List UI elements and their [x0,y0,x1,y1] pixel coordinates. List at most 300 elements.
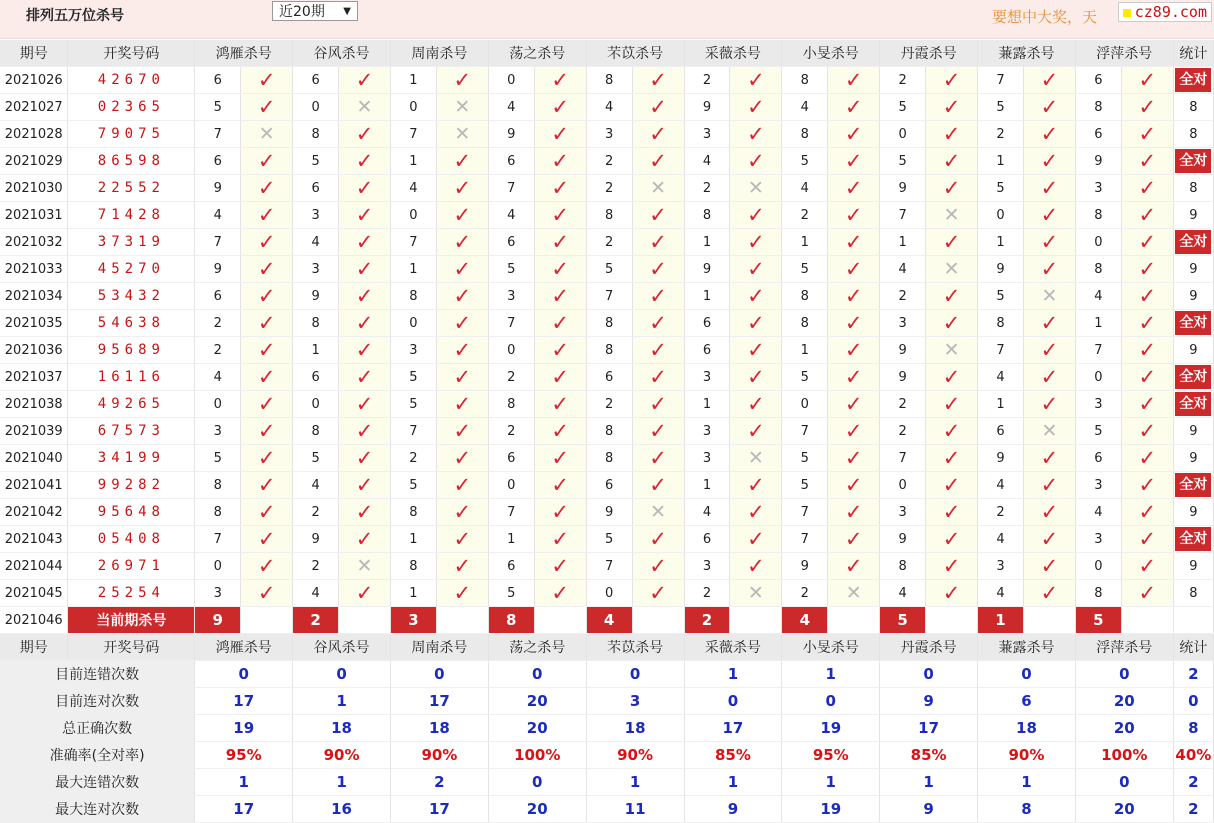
issue-number: 2021026 [0,67,68,94]
kill-result [828,445,880,472]
kill-number: 4 [782,94,828,121]
check-icon: ✓ [355,149,374,173]
kill-result [534,229,586,256]
current-kill-blank [1121,607,1173,634]
kill-number: 5 [782,472,828,499]
kill-number: 3 [488,283,534,310]
kill-number: 3 [195,418,241,445]
kill-result [926,553,978,580]
kill-result [1121,175,1173,202]
stats-value: 17 [390,688,488,715]
check-icon: ✓ [257,554,276,578]
kill-number: 4 [978,472,1024,499]
correct-count: 9 [1173,283,1213,310]
period-select[interactable] [272,1,358,21]
check-icon: ✓ [1138,446,1157,470]
kill-result [1023,337,1075,364]
kill-result [241,310,293,337]
stats-value: 0 [1075,769,1173,796]
check-icon: ✓ [1138,311,1157,335]
kill-result [1023,148,1075,175]
check-icon: ✓ [453,203,472,227]
check-icon: ✓ [551,149,569,173]
kill-result [534,364,586,391]
table-row [0,580,1214,607]
kill-result [828,499,880,526]
stats-value: 0 [1075,661,1173,688]
stats-value: 20 [488,796,586,823]
kill-number: 2 [684,175,730,202]
kill-result [339,256,391,283]
kill-result [1121,256,1173,283]
check-icon: ✓ [649,419,667,443]
all-right-badge: 全对 [1175,311,1211,335]
check-icon: ✓ [942,311,961,335]
kill-number: 0 [1075,229,1121,256]
kill-result [339,580,391,607]
header-stats: 统计 [1173,634,1213,661]
kill-number: 3 [293,256,339,283]
kill-result [1023,526,1075,553]
check-icon: ✓ [453,365,472,389]
check-icon: ✓ [649,473,667,497]
stats-value: 40% [1173,742,1213,769]
kill-number: 3 [684,553,730,580]
kill-number: 2 [488,418,534,445]
check-icon: ✓ [1040,122,1059,146]
stats-value: 19 [782,715,880,742]
check-icon: ✓ [551,554,569,578]
header-expert: 芣苡杀号 [586,634,684,661]
header-expert: 荡之杀号 [488,40,586,67]
check-icon: ✓ [257,95,276,119]
stats-label: 目前连错次数 [0,661,195,688]
check-icon: ✓ [1138,122,1157,146]
kill-result [632,391,684,418]
kill-number: 0 [195,553,241,580]
check-icon: ✓ [257,527,276,551]
current-kill-number: 1 [978,607,1024,634]
kill-number: 7 [586,283,632,310]
kill-result [241,202,293,229]
stats-value: 0 [978,661,1076,688]
issue-number: 2021040 [0,445,68,472]
kill-result [730,256,782,283]
kill-number: 7 [1075,337,1121,364]
kill-number: 3 [293,202,339,229]
check-icon: ✓ [257,203,276,227]
kill-number: 2 [880,391,926,418]
kill-number: 5 [978,175,1024,202]
header-expert: 蒹露杀号 [978,634,1076,661]
kill-result [436,391,488,418]
kill-number: 6 [1075,67,1121,94]
kill-number: 4 [195,202,241,229]
kill-result [1121,580,1173,607]
check-icon: ✓ [453,257,472,281]
check-icon: ✓ [1040,527,1059,551]
check-icon: ✓ [942,176,961,200]
kill-number: 6 [586,364,632,391]
check-icon: ✓ [942,122,961,146]
check-icon: ✓ [453,338,472,362]
check-icon: ✓ [942,446,961,470]
table-row [0,418,1214,445]
kill-number: 4 [586,94,632,121]
kill-result [1023,256,1075,283]
check-icon: ✓ [551,311,569,335]
check-icon: ✓ [1040,581,1059,605]
check-icon: ✓ [1138,581,1157,605]
check-icon: ✓ [747,338,765,362]
check-icon: ✓ [355,122,374,146]
kill-result [730,472,782,499]
draw-number: 42670 [68,67,195,94]
kill-result [1121,526,1173,553]
check-icon: ✓ [649,581,667,605]
check-icon: ✓ [1138,527,1157,551]
kill-number: 8 [684,202,730,229]
check-icon: ✓ [257,500,276,524]
top-bar [0,0,1214,39]
kill-number: 4 [880,256,926,283]
check-icon: ✓ [942,419,961,443]
kill-number: 3 [1075,526,1121,553]
kill-number: 9 [488,121,534,148]
stats-value: 95% [195,742,293,769]
kill-result [926,580,978,607]
current-kill-number: 5 [880,607,926,634]
check-icon: ✓ [747,257,765,281]
check-icon: ✓ [453,500,472,524]
kill-result [730,526,782,553]
kill-number: 4 [488,94,534,121]
check-icon: ✓ [747,122,765,146]
kill-result [1023,175,1075,202]
kill-result [828,526,880,553]
table-row [0,94,1214,121]
kill-result [730,175,782,202]
kill-number: 1 [390,148,436,175]
promo-text[interactable] [992,6,1097,27]
stats-value: 11 [586,796,684,823]
kill-number: 4 [488,202,534,229]
kill-number: 1 [1075,310,1121,337]
check-icon: ✓ [942,473,961,497]
issue-number: 2021045 [0,580,68,607]
stats-header [0,634,1214,661]
all-right-badge: 全对 [1175,149,1211,173]
correct-count: 9 [1173,445,1213,472]
badge-square-icon [1123,9,1131,17]
kill-number: 5 [978,94,1024,121]
kill-result [1023,580,1075,607]
stats-value: 1 [293,688,391,715]
check-icon: ✓ [551,419,569,443]
kill-number: 4 [782,175,828,202]
kill-number: 5 [390,364,436,391]
kill-number: 2 [293,553,339,580]
current-kill-number: 3 [390,607,436,634]
kill-result [632,256,684,283]
stats-value: 1 [293,769,391,796]
header-expert: 丹霞杀号 [880,634,978,661]
stats-label: 最大连错次数 [0,769,195,796]
kill-number: 9 [684,256,730,283]
kill-result [241,499,293,526]
kill-number: 8 [390,553,436,580]
kill-number: 0 [390,94,436,121]
check-icon: ✓ [355,203,374,227]
check-icon: ✓ [1138,473,1157,497]
kill-number: 1 [488,526,534,553]
header-expert: 丹霞杀号 [880,40,978,67]
check-icon: ✓ [551,122,569,146]
kill-result [241,580,293,607]
kill-number: 9 [1075,148,1121,175]
check-icon: ✓ [844,149,863,173]
check-icon: ✓ [844,338,863,362]
page-title: 排列五万位杀号 [26,8,124,24]
kill-result [436,283,488,310]
kill-result [339,283,391,310]
kill-result [1121,364,1173,391]
stats-value: 1 [586,769,684,796]
current-kill-blank [730,607,782,634]
kill-number: 8 [782,121,828,148]
kill-number: 6 [488,148,534,175]
kill-number: 7 [390,418,436,445]
issue-number: 2021035 [0,310,68,337]
correct-count: 9 [1173,499,1213,526]
kill-result [926,148,978,175]
kill-number: 5 [586,526,632,553]
stats-value: 0 [488,769,586,796]
kill-number: 0 [1075,553,1121,580]
kill-number: 1 [390,580,436,607]
stats-value: 20 [1075,796,1173,823]
draw-number: 99282 [68,472,195,499]
correct-count: 8 [1173,94,1213,121]
stats-value: 90% [390,742,488,769]
correct-count [1173,67,1213,94]
chevron-down-icon: ▼ [343,6,351,17]
kill-result [339,499,391,526]
kill-result [534,472,586,499]
header-expert: 采薇杀号 [684,40,782,67]
kill-number: 0 [782,391,828,418]
kill-result [436,337,488,364]
cross-icon: ✕ [356,96,373,118]
kill-result [1121,472,1173,499]
stats-value: 0 [586,661,684,688]
current-stats-blank [1173,607,1213,634]
current-kill-label: 当前期杀号 [68,607,195,634]
stats-value: 2 [1173,769,1213,796]
kill-number: 2 [782,580,828,607]
stats-value: 19 [782,796,880,823]
check-icon: ✓ [942,149,961,173]
kill-number: 0 [293,94,339,121]
check-icon: ✓ [355,176,374,200]
kill-result [339,94,391,121]
kill-result [1023,202,1075,229]
kill-number: 2 [586,391,632,418]
kill-result [1023,283,1075,310]
check-icon: ✓ [1138,68,1157,92]
draw-number: 02365 [68,94,195,121]
kill-result [1023,553,1075,580]
kill-result [1023,499,1075,526]
kill-number: 4 [1075,499,1121,526]
header-draw: 开奖号码 [68,40,195,67]
table-row [0,121,1214,148]
check-icon: ✓ [747,419,765,443]
kill-result [241,472,293,499]
kill-result [1023,391,1075,418]
kill-result [828,364,880,391]
kill-number: 4 [293,472,339,499]
kill-number: 1 [293,337,339,364]
kill-result [926,94,978,121]
kill-number: 2 [195,310,241,337]
kill-result [926,202,978,229]
kill-number: 3 [586,121,632,148]
current-kill-blank [1023,607,1075,634]
kill-number: 1 [684,472,730,499]
stats-value: 8 [1173,715,1213,742]
current-kill-blank [632,607,684,634]
kill-result [1121,445,1173,472]
kill-number: 4 [880,580,926,607]
kill-number: 0 [586,580,632,607]
check-icon: ✓ [355,527,374,551]
check-icon: ✓ [1040,365,1059,389]
kill-result [1023,472,1075,499]
check-icon: ✓ [551,257,569,281]
check-icon: ✓ [355,338,374,362]
correct-count [1173,391,1213,418]
kill-result [632,472,684,499]
kill-result [339,526,391,553]
check-icon: ✓ [747,311,765,335]
issue-number: 2021038 [0,391,68,418]
check-icon: ✓ [649,392,667,416]
kill-number: 9 [880,364,926,391]
kill-number: 8 [586,445,632,472]
kill-result [1121,229,1173,256]
kill-number: 0 [880,121,926,148]
cross-icon: ✕ [747,447,764,469]
stats-row [0,661,1214,688]
check-icon: ✓ [649,527,667,551]
header-draw: 开奖号码 [68,634,195,661]
stats-value: 90% [586,742,684,769]
stats-value: 0 [390,661,488,688]
kill-result [730,391,782,418]
check-icon: ✓ [453,554,472,578]
check-icon: ✓ [257,257,276,281]
stats-value: 95% [782,742,880,769]
check-icon: ✓ [551,527,569,551]
stats-value: 0 [293,661,391,688]
stats-value: 18 [293,715,391,742]
kill-result [241,67,293,94]
kill-result [828,580,880,607]
check-icon: ✓ [551,230,569,254]
check-icon: ✓ [649,446,667,470]
kill-result [730,229,782,256]
kill-number-table [0,40,1214,823]
stats-value: 0 [782,688,880,715]
kill-result [926,472,978,499]
kill-number: 1 [978,148,1024,175]
check-icon: ✓ [649,95,667,119]
kill-number: 5 [390,391,436,418]
kill-number: 8 [390,283,436,310]
draw-number: 86598 [68,148,195,175]
kill-number: 8 [782,283,828,310]
check-icon: ✓ [844,527,863,551]
check-icon: ✓ [844,68,863,92]
stats-value: 0 [195,661,293,688]
check-icon: ✓ [747,392,765,416]
issue-number: 2021032 [0,229,68,256]
kill-result [339,364,391,391]
stats-value: 17 [684,715,782,742]
kill-number: 7 [390,229,436,256]
stats-value: 6 [978,688,1076,715]
kill-result [436,472,488,499]
check-icon: ✓ [1040,473,1059,497]
header-stats: 统计 [1173,40,1213,67]
stats-value: 18 [390,715,488,742]
kill-result [436,256,488,283]
kill-result [828,418,880,445]
all-right-badge: 全对 [1175,230,1211,254]
correct-count [1173,229,1213,256]
check-icon: ✓ [551,95,569,119]
check-icon: ✓ [1040,149,1059,173]
kill-result [926,175,978,202]
kill-result [241,283,293,310]
check-icon: ✓ [551,392,569,416]
check-icon: ✓ [257,176,276,200]
kill-number: 2 [293,499,339,526]
kill-result [926,337,978,364]
check-icon: ✓ [1040,230,1059,254]
kill-result [534,337,586,364]
kill-result [632,283,684,310]
check-icon: ✓ [844,122,863,146]
kill-number: 1 [390,256,436,283]
kill-number: 8 [782,310,828,337]
kill-result [632,526,684,553]
kill-number: 8 [1075,256,1121,283]
kill-number: 3 [978,553,1024,580]
kill-result [632,94,684,121]
site-badge[interactable] [1118,2,1212,22]
check-icon: ✓ [453,581,472,605]
kill-number: 9 [880,175,926,202]
kill-number: 5 [880,148,926,175]
table-row [0,499,1214,526]
header-expert: 周南杀号 [390,634,488,661]
check-icon: ✓ [453,392,472,416]
kill-result [730,445,782,472]
current-kill-blank [828,607,880,634]
kill-result [1023,418,1075,445]
